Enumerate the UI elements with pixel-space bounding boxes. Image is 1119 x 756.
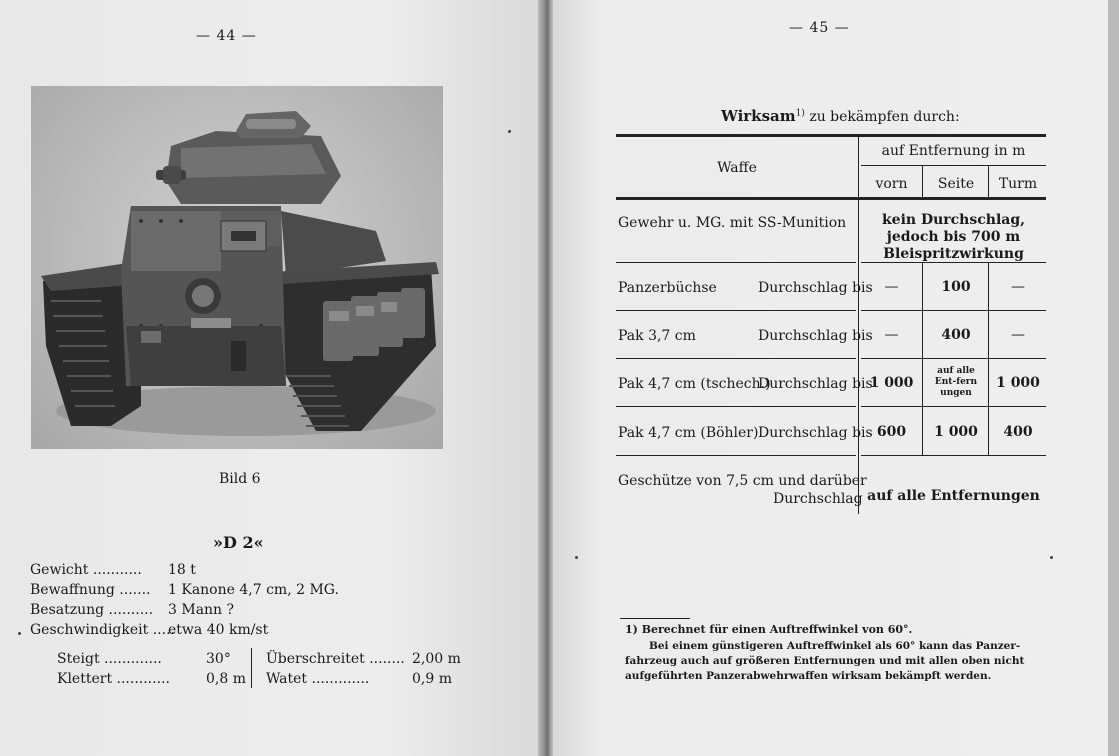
- right-page: [553, 0, 1110, 756]
- table-title: [721, 107, 960, 125]
- table-rule: [616, 262, 856, 263]
- footnote-line-3: fahrzeug auch auf größeren Entfernungen und mit allen oben nicht: [625, 655, 1025, 667]
- row-effect: Durchschlag: [773, 491, 863, 507]
- table-header-rule: [616, 197, 1046, 200]
- spec-label: Geschwindigkeit .....: [30, 622, 175, 638]
- row-value-turret: 1 000: [996, 375, 1040, 391]
- row-effect: Durchschlag bis: [758, 328, 873, 344]
- spec-label: Klettert ............: [57, 671, 170, 687]
- table-rule: [861, 455, 1046, 456]
- footnote-marker: 1): [795, 108, 805, 119]
- table-rule: [861, 406, 1046, 407]
- left-page: [0, 0, 540, 756]
- row-value-front: 1 000: [869, 375, 914, 391]
- table-col-rule: [988, 262, 989, 455]
- header-col-side: Seite: [937, 176, 975, 192]
- table-title-rest: zu bekämpfen durch:: [804, 109, 960, 125]
- row-weapon: Geschütze von 7,5 cm und darüber: [618, 473, 867, 489]
- spec-label: Steigt .............: [57, 651, 162, 667]
- row-effect: Durchschlag bis: [758, 425, 873, 441]
- header-col-front: vorn: [875, 176, 908, 192]
- table-rule: [616, 406, 856, 407]
- table-top-rule: [616, 134, 1046, 137]
- row-weapon: Pak 3,7 cm: [618, 328, 696, 344]
- row-value-front: —: [884, 279, 899, 295]
- table-col-rule: [858, 134, 859, 514]
- row-value-side: 100: [941, 279, 971, 295]
- row-effect: Durchschlag bis: [758, 280, 873, 296]
- spec-value: 2,00 m: [412, 651, 461, 667]
- footnote-rule: [620, 618, 690, 619]
- spec-label: Besatzung ..........: [30, 602, 154, 618]
- spec-value: 18 t: [168, 562, 196, 578]
- header-weapon: Waffe: [717, 160, 757, 176]
- spec-value: 1 Kanone 4,7 cm, 2 MG.: [168, 582, 339, 598]
- footnote-line-2: Bei einem günstigeren Auftreffwinkel als 60° kann das Panzer-: [649, 640, 1021, 652]
- spec-value: etwa 40 km/st: [168, 622, 269, 638]
- table-rule: [616, 455, 856, 456]
- table-rule: [616, 310, 856, 311]
- row-value-turret: 400: [1003, 424, 1033, 440]
- tank-illustration: [31, 86, 443, 449]
- tank-heading: »D 2«: [213, 533, 264, 552]
- table-rule: [861, 165, 1046, 166]
- spec-label: Bewaffnung .......: [30, 582, 151, 598]
- table-rule: [861, 310, 1046, 311]
- row-weapon: Gewehr u. MG. mit SS-Munition: [618, 215, 847, 231]
- spec-label: Überschreitet ........: [266, 651, 405, 667]
- figure-caption: Bild 6: [219, 471, 261, 487]
- spec-value: 0,8 m: [206, 671, 246, 687]
- row-weapon: Panzerbüchse: [618, 280, 717, 296]
- row-value-side: auf alle Ent-fernungen: [934, 366, 978, 398]
- row-value-turret: —: [1011, 327, 1025, 343]
- page-number-right: — 45 —: [789, 20, 850, 36]
- paper-speck: [1050, 556, 1053, 559]
- row-value-side: 400: [941, 327, 971, 343]
- row-merged-value: kein Durchschlag, jedoch bis 700 m Bleispritzwirkung: [881, 212, 1025, 262]
- row-value-turret: —: [1011, 279, 1025, 295]
- paper-speck: [508, 130, 511, 133]
- spec-value: 3 Mann ?: [168, 602, 235, 618]
- table-col-rule: [922, 165, 923, 197]
- spec-value: 30°: [206, 651, 231, 667]
- table-title-bold: Wirksam: [721, 107, 796, 125]
- table-rule: [616, 358, 856, 359]
- table-col-rule: [922, 262, 923, 455]
- row-effect: Durchschlag bis: [758, 376, 873, 392]
- table-rule: [861, 358, 1046, 359]
- row-weapon: Pak 4,7 cm (tschech.): [618, 376, 771, 392]
- page-number-left: — 44 —: [196, 28, 257, 44]
- paper-speck: [18, 632, 21, 635]
- spec-divider: [251, 648, 252, 688]
- tank-photo: [31, 86, 443, 449]
- spec-value: 0,9 m: [412, 671, 452, 687]
- header-col-turret: Turm: [998, 176, 1038, 192]
- row-value-front: 600: [876, 424, 907, 440]
- footnote-line-4: aufgeführten Panzerabwehrwaffen wirksam bekämpft werden.: [625, 670, 992, 682]
- row-merged-value: auf alle Entfernungen: [867, 488, 1040, 504]
- paper-speck: [575, 556, 578, 559]
- row-weapon: Pak 4,7 cm (Böhler): [618, 425, 759, 441]
- header-range: auf Entfernung in m: [881, 143, 1026, 159]
- page-edge: [1108, 0, 1119, 756]
- spec-label: Gewicht ...........: [30, 562, 142, 578]
- table-col-rule: [988, 165, 989, 197]
- footnote-line-1: 1) Berechnet für einen Auftreffwinkel von 60°.: [625, 623, 913, 636]
- spec-label: Watet .............: [266, 671, 370, 687]
- row-value-front: —: [884, 327, 899, 343]
- row-value-side: 1 000: [934, 424, 978, 440]
